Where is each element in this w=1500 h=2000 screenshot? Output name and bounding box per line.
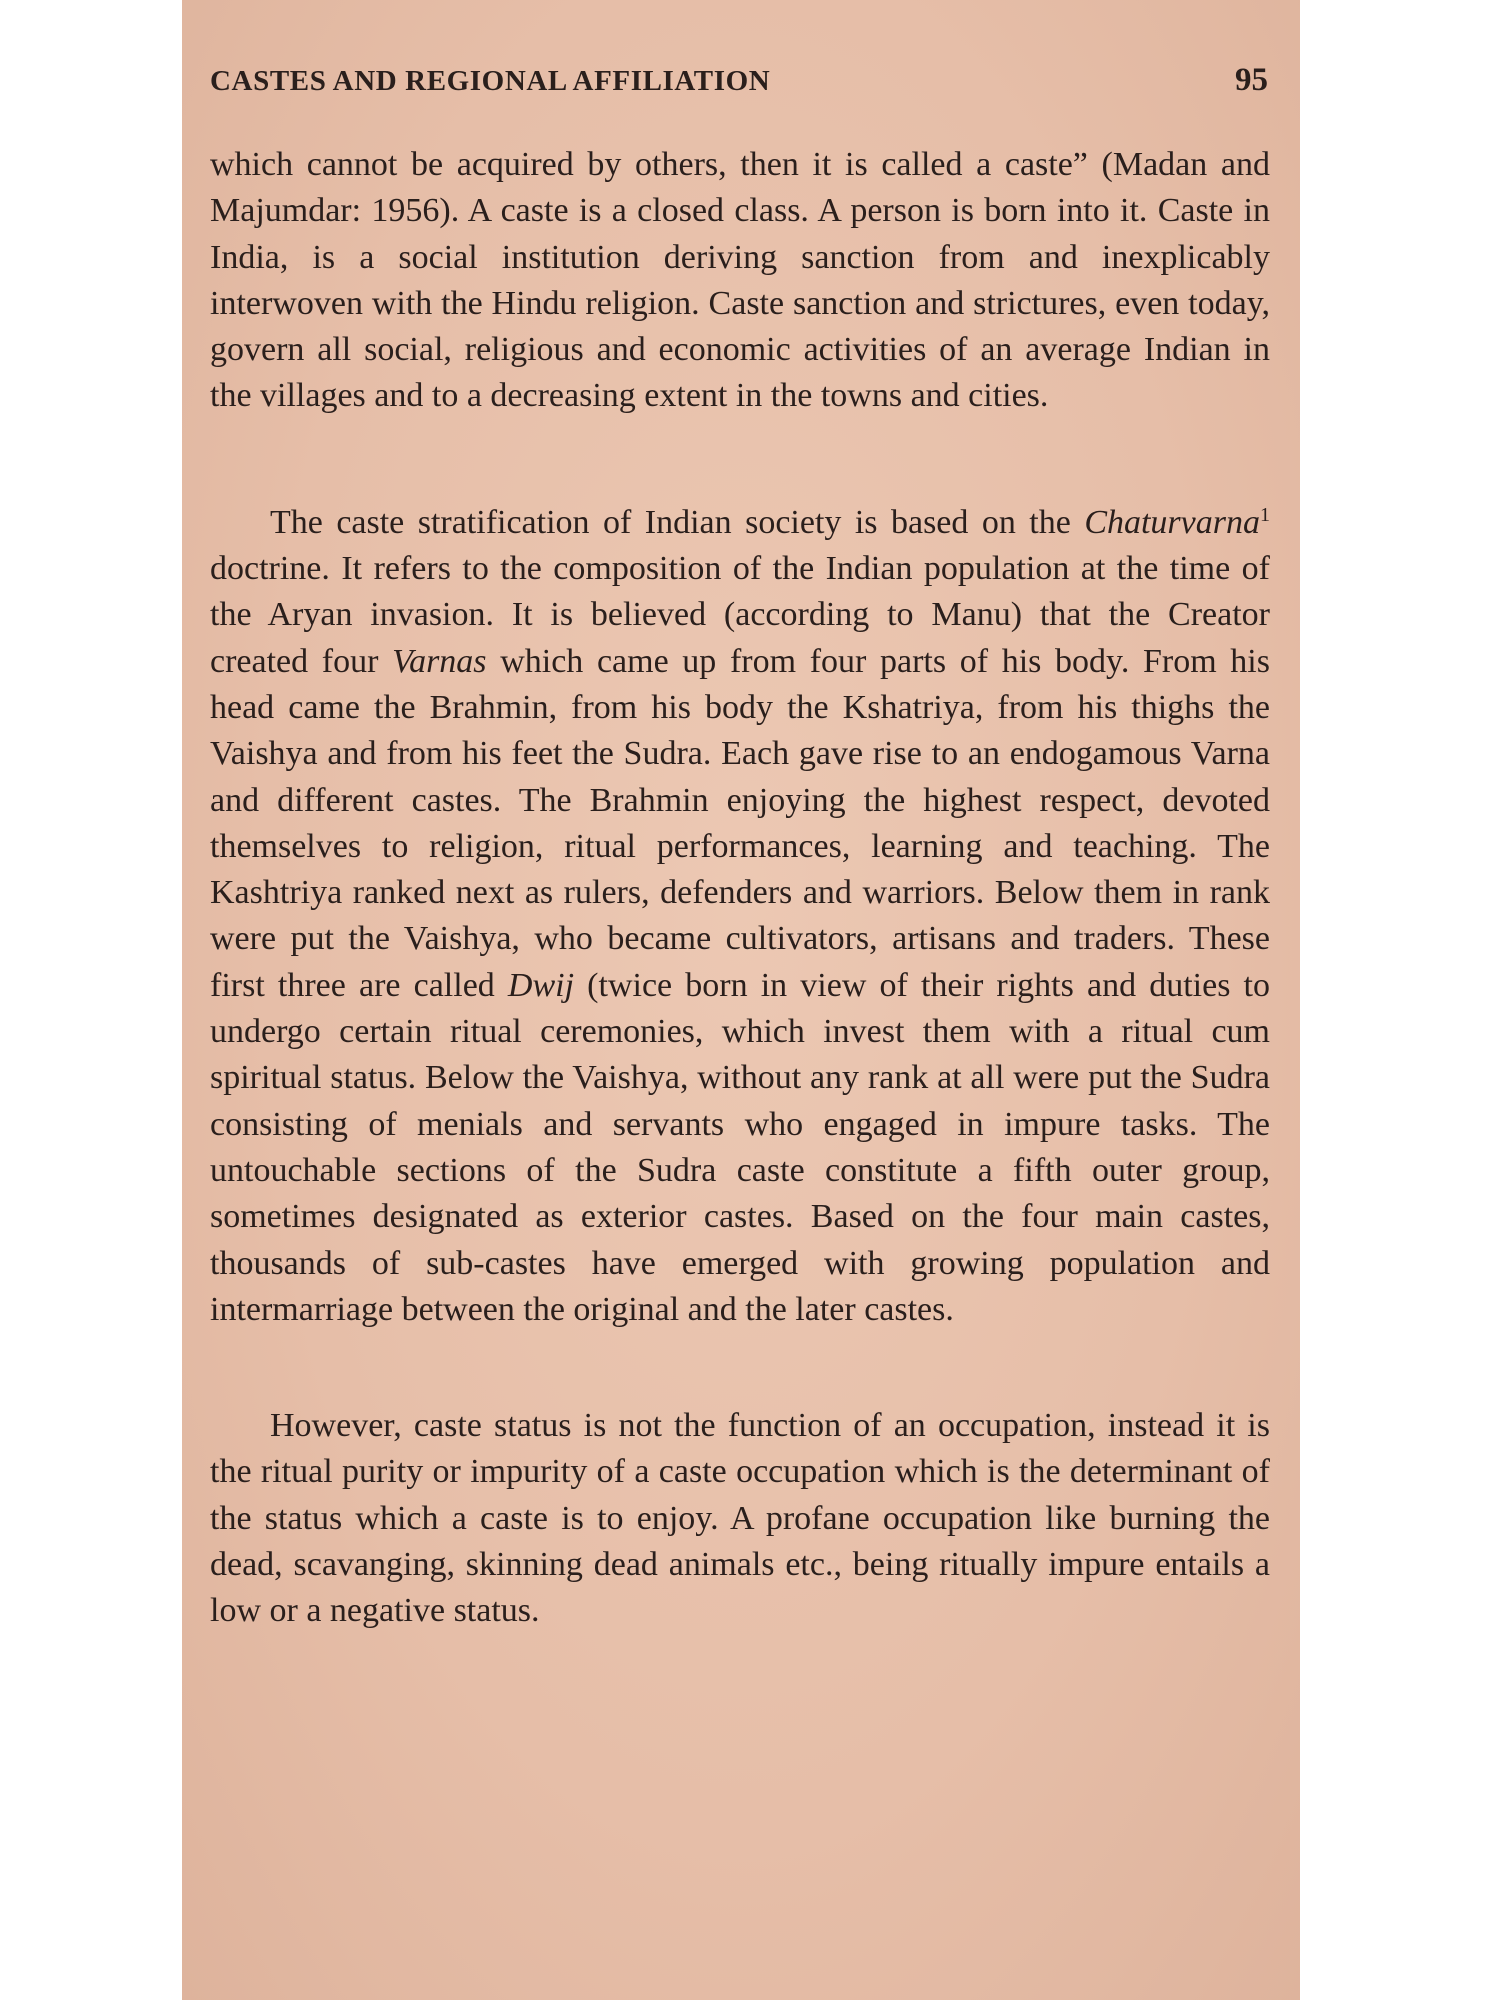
paragraph-2-text-b: doctrine. It refers to the composition of the Indian population at the time of the Aryan invasion. It is believed (according to Manu) that the Creator created four xyxy=(210,550,1270,680)
page-number: 95 xyxy=(1235,62,1268,98)
paragraph-2 xyxy=(210,500,1270,1333)
running-head: CASTES AND REGIONAL AFFILIATION xyxy=(210,65,771,97)
paragraph-2-text-c: which came up from four parts of his body. From his head came the Brahmin, from his body the Kshatriya, from his thighs the Vaishya and from his feet the Sudra. Each gave rise to an endogamous Varna and different castes. The Brahmin enjoying the highest respect, devoted themselves to religion, ritual performances, learning and teaching. The Kashtriya ranked next as rulers, defenders and warriors. Below them in rank were put the Vaishya, who became cultivators, artisans and traders. These first three are called xyxy=(210,642,1270,1004)
term-varnas: Varnas xyxy=(392,642,487,680)
book-page xyxy=(182,0,1300,2000)
paragraph-3: However, caste status is not the function of an occupation, instead it is the ritual purity or impurity of a caste occupation which is the determinant of the status which a caste is to enjoy. A profane occupation like burning the dead, scavanging, skinning dead animals etc., being ritually impure entails a low or a negative status. xyxy=(210,1407,1270,1630)
body-text xyxy=(210,142,1270,1635)
term-chaturvarna: Chaturvarna xyxy=(1084,503,1260,541)
page-header xyxy=(210,62,1268,102)
paragraph-2-text-a: The caste stratification of Indian society is based on the xyxy=(270,503,1085,541)
term-dwij: Dwij xyxy=(507,966,575,1004)
paragraph-2-text-d: (twice born in view of their rights and duties to undergo certain ritual ceremonies, which invest them with a ritual cum spiritual status. Below the Vaishya, without any rank at all were put the Sudra consisting of menials and servants who engaged in impure tasks. The untouchable sections of the Sudra caste constitute a fifth outer group, sometimes designated as exterior castes. Based on the four main castes, thousands of sub-castes have emerged with growing population and intermarriage between the original and the later castes. xyxy=(210,966,1270,1328)
footnote-marker: 1 xyxy=(1260,503,1270,526)
paragraph-1: which cannot be acquired by others, then it is called a caste” (Madan and Majumdar: 1956). A caste is a closed class. A person is born into it. Caste in India, is a social institution deriving sanction from and inexplicably interwoven with the Hindu religion. Caste sanction and strictures, even today, govern all social, religious and economic activities of an average Indian in the villages and to a decreasing extent in the towns and cities. xyxy=(210,146,1270,415)
